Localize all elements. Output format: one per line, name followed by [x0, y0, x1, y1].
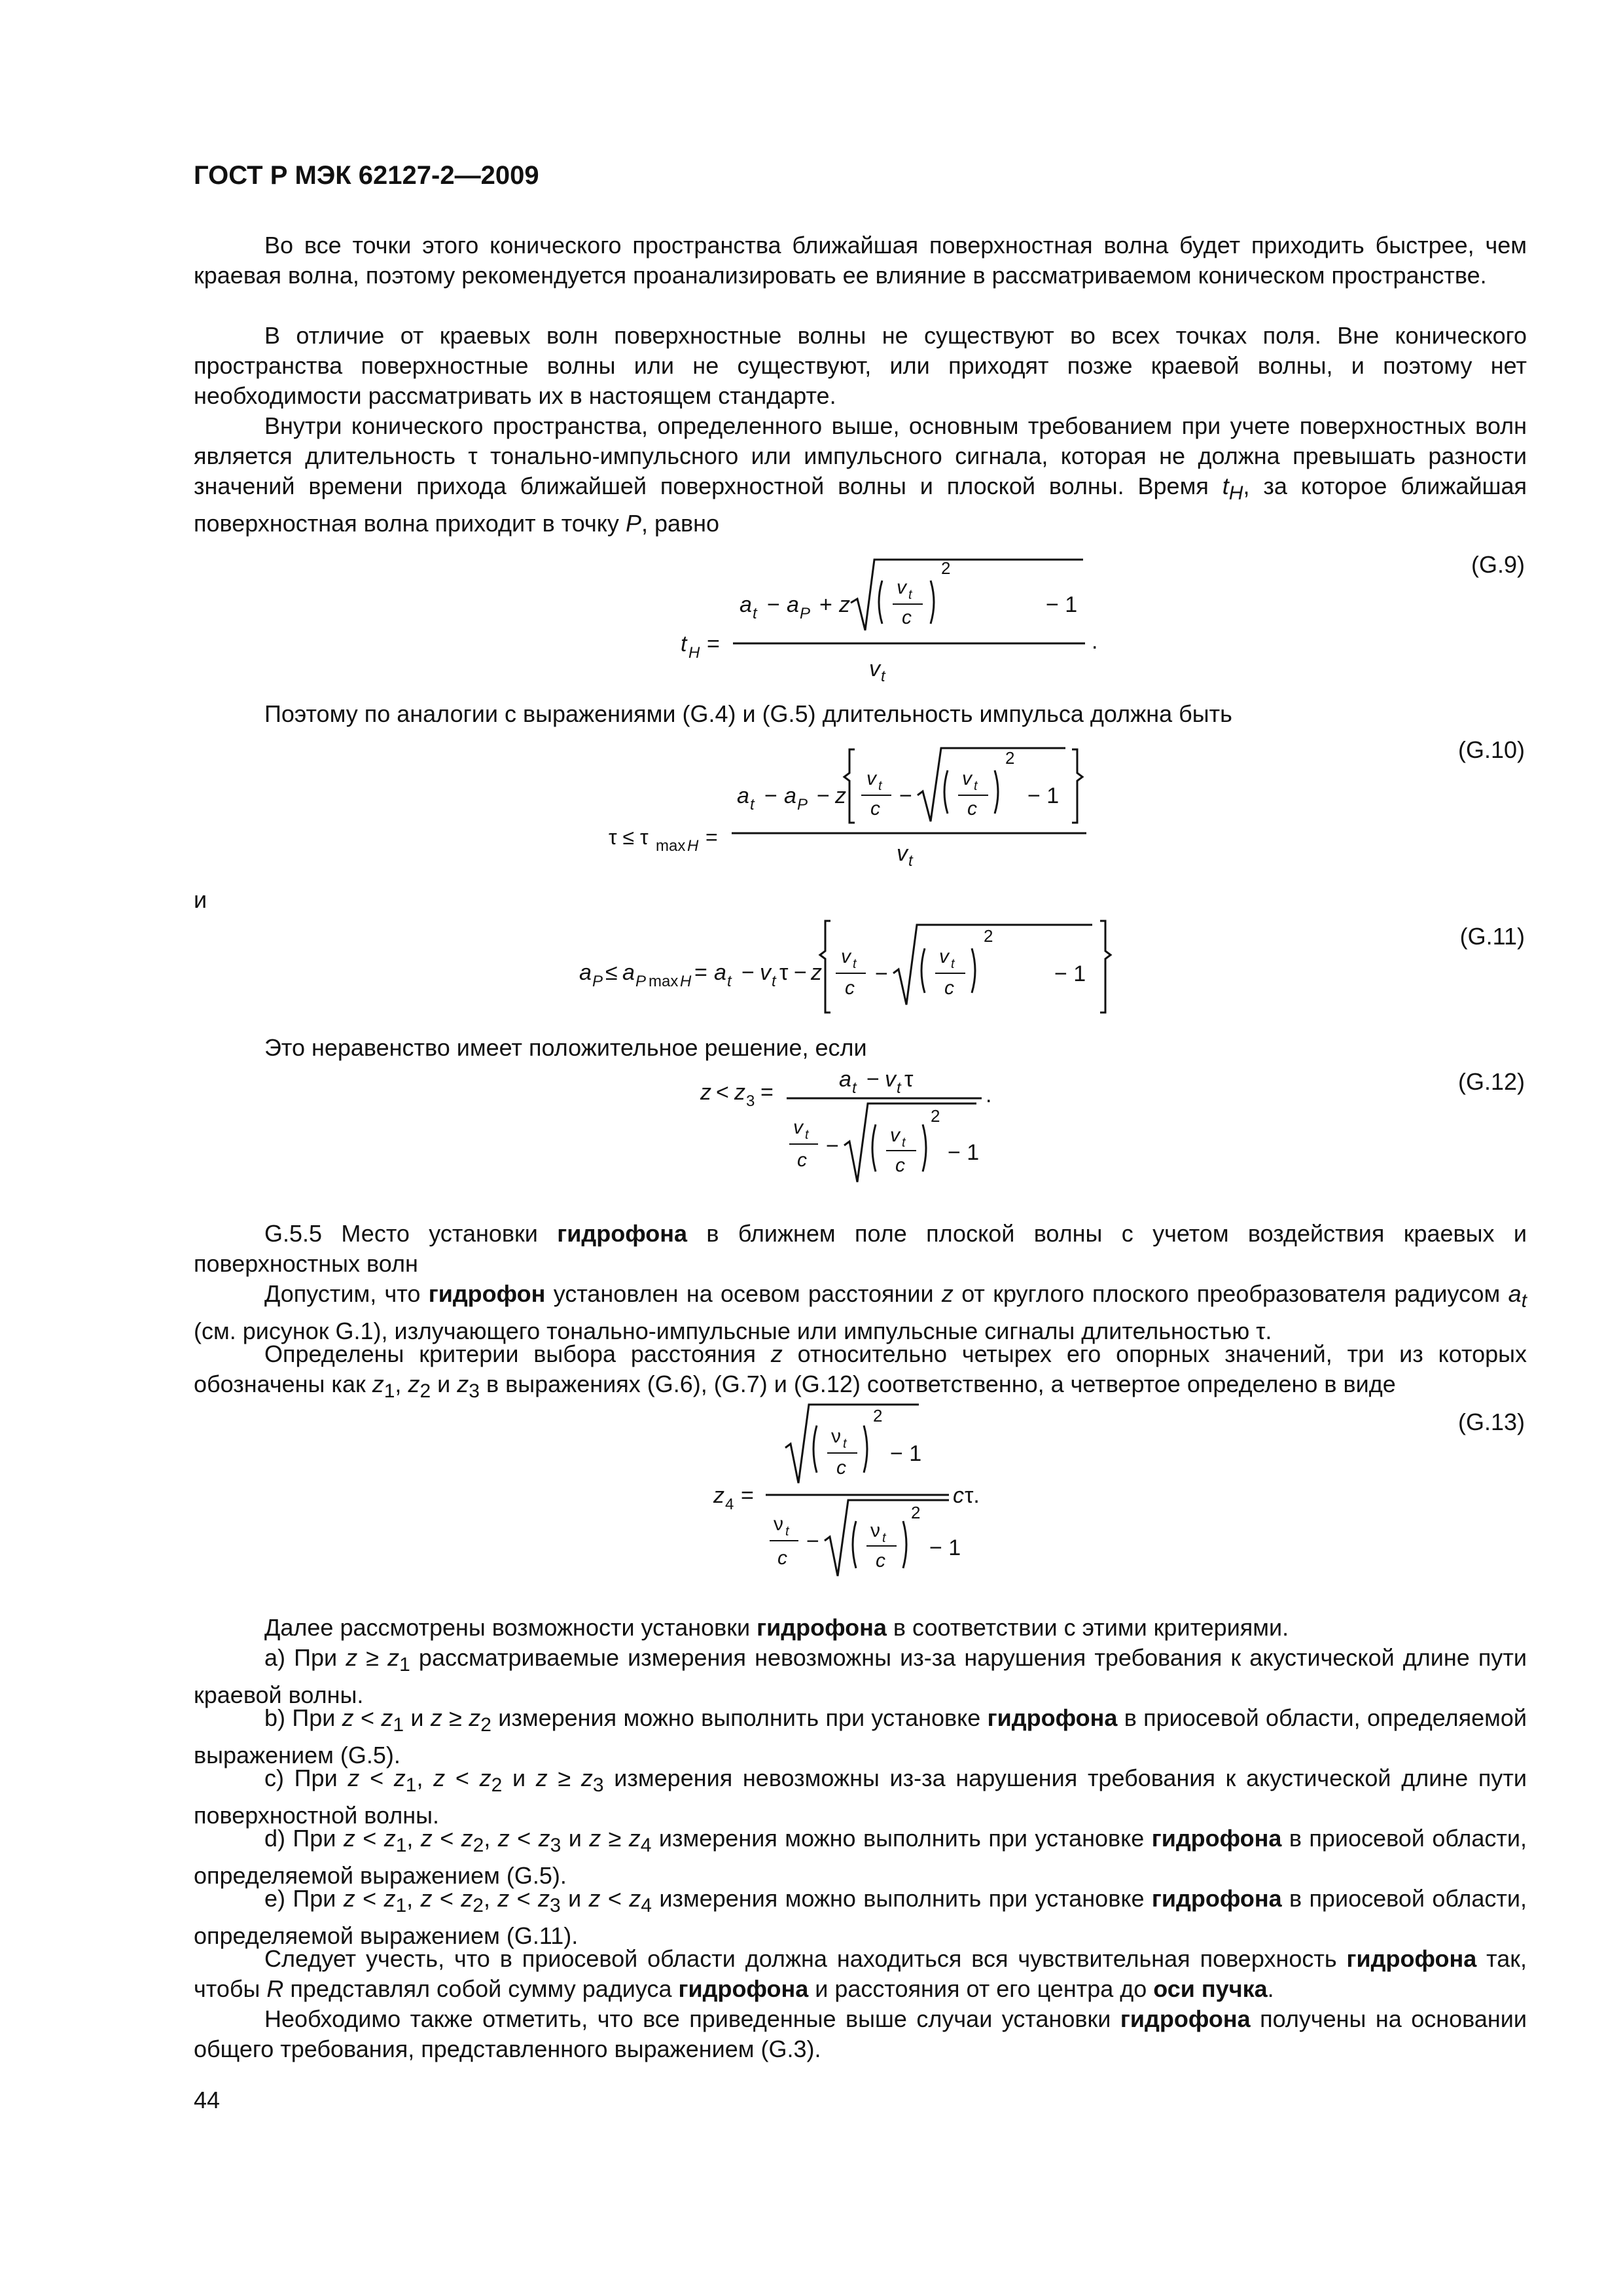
- svg-text:c: c: [953, 1483, 964, 1508]
- formula-g10: [609, 730, 1106, 870]
- formula-g9: [674, 547, 1099, 684]
- svg-text:τ.: τ.: [965, 1483, 980, 1508]
- svg-text:v: v: [793, 1117, 803, 1138]
- paragraph-3: Внутри конического пространства, определенного выше, основным требованием при учете поверхностных волн является длительность τ тонально-импульсного или импульсного сигнала, которая не должна превышать разности значений времени прихода ближайшей поверхностной волны и плоской волны. Время $t_H$, за которое ближайшая поверхностная волна приходит в точку P, равно: [194, 412, 1527, 537]
- svg-text:≤: ≤: [605, 960, 618, 985]
- svg-text:a: a: [740, 592, 752, 617]
- paragraph-5: Это неравенство имеет положительное решение, если: [264, 1034, 867, 1061]
- svg-text:<: <: [716, 1080, 729, 1105]
- paragraph-2: В отличие от краевых волн поверхностные волны не существуют во всех точках поля. Вне конического пространства поверхностные волны или не существуют, или приходят позже краевой волны, и поэтому нет необходимости рассматривать их в настоящем стандарте.: [194, 322, 1527, 409]
- svg-text:v: v: [760, 960, 771, 985]
- svg-text:z: z: [835, 783, 846, 808]
- svg-text:−: −: [875, 961, 888, 986]
- svg-text:c: c: [944, 977, 954, 999]
- svg-text:τ ≤ τ: τ ≤ τ: [609, 825, 649, 849]
- svg-text:t: t: [843, 1437, 847, 1451]
- svg-text:t: t: [908, 852, 913, 870]
- svg-text:− 1: − 1: [948, 1140, 980, 1165]
- formula-g13: [713, 1401, 995, 1577]
- svg-text:max: max: [649, 973, 679, 990]
- svg-text:.: .: [986, 1083, 992, 1107]
- svg-text:t: t: [881, 668, 885, 685]
- list-item-d: d) При $z < z_1$, $z < z_2$, $z < z_3$ и $z \ge z_4$ измерения можно выполнить при установке гидрофона в приосевой области, определяемой выражением (G.5).: [194, 1825, 1527, 1890]
- formula-g11: [579, 913, 1116, 1021]
- svg-text:v: v: [897, 577, 906, 598]
- svg-text:z: z: [713, 1483, 724, 1508]
- svg-text:a: a: [622, 960, 635, 985]
- svg-text:− 1: − 1: [890, 1441, 922, 1466]
- svg-text:t: t: [852, 1079, 857, 1097]
- svg-text:− 1: − 1: [1054, 961, 1086, 986]
- svg-text:3: 3: [746, 1092, 755, 1110]
- svg-text:=: =: [705, 825, 718, 849]
- svg-text:a: a: [839, 1067, 851, 1092]
- svg-text:c: c: [902, 607, 912, 628]
- svg-text:+: +: [819, 592, 832, 617]
- svg-text:2: 2: [1005, 748, 1015, 768]
- document-header: ГОСТ Р МЭК 62127-2—2009: [194, 161, 539, 190]
- equation-number-g10: (G.10): [1457, 736, 1525, 763]
- svg-text:2: 2: [873, 1406, 883, 1426]
- list-item-c: с) При $z < z_1$, $z < z_2$ и $z \ge z_3$ измерения невозможны из-за нарушения требования к акустической длине пути поверхностной волны.: [194, 1765, 1527, 1829]
- svg-text:=: =: [760, 1080, 774, 1105]
- svg-text:P: P: [797, 796, 808, 814]
- svg-text:=: =: [694, 960, 707, 985]
- equation-number-g9: (G.9): [1471, 551, 1525, 578]
- svg-text:t: t: [974, 779, 978, 793]
- formula-g12: [700, 1062, 1008, 1196]
- paragraph-6: G.5.5 Место установки гидрофона в ближнем поле плоской волны с учетом воздействия краевых и поверхностных волн: [194, 1220, 1527, 1277]
- svg-text:=: =: [707, 632, 720, 656]
- svg-text:z: z: [734, 1080, 745, 1105]
- svg-text:t: t: [772, 973, 776, 990]
- paragraph-1: Во все точки этого конического пространства ближайшая поверхностная волна будет приходить быстрее, чем краевая волна, поэтому рекомендуется проанализировать ее влияние в рассматриваемом коническом пространстве.: [194, 232, 1527, 289]
- svg-text:− 1: − 1: [929, 1535, 961, 1560]
- svg-text:t: t: [805, 1128, 809, 1142]
- list-item-b: b) При $z < z_1$ и $z \ge z_2$ измерения можно выполнить при установке гидрофона в приосевой области, определяемой выражением (G.5).: [194, 1704, 1527, 1769]
- svg-text:c: c: [797, 1149, 807, 1171]
- svg-text:t: t: [951, 957, 955, 971]
- paragraph-9: Далее рассмотрены возможности установки гидрофона в соответствии с этими критериями.: [264, 1614, 1289, 1641]
- svg-text:2: 2: [911, 1503, 921, 1522]
- svg-text:v: v: [890, 1124, 900, 1146]
- svg-text:P: P: [635, 973, 647, 990]
- svg-text:v: v: [866, 768, 876, 789]
- svg-text:−: −: [767, 592, 780, 617]
- svg-text:τ: τ: [779, 960, 789, 985]
- svg-text:P: P: [592, 973, 603, 990]
- svg-text:=: =: [741, 1483, 754, 1508]
- svg-text:v: v: [869, 656, 880, 681]
- paragraph-10: Следует учесть, что в приосевой области должна находиться вся чувствительная поверхность гидрофона так, чтобы R представлял собой сумму радиуса гидрофона и расстояния от его центра до оси пучка.: [194, 1945, 1527, 2002]
- svg-text:c: c: [870, 798, 880, 819]
- conjunction-and: и: [194, 886, 207, 913]
- svg-text:2: 2: [941, 558, 951, 578]
- svg-text:v: v: [897, 841, 908, 866]
- svg-text:t: t: [753, 605, 757, 622]
- svg-text:ν: ν: [831, 1426, 841, 1447]
- paragraph-11: Необходимо также отметить, что все приведенные выше случаи установки гидрофона получены на основании общего требования, представленного выражением (G.3).: [194, 2005, 1527, 2062]
- svg-text:−: −: [806, 1529, 819, 1554]
- svg-text:τ: τ: [904, 1067, 914, 1092]
- svg-text:t: t: [902, 1136, 906, 1150]
- svg-text:c: c: [777, 1547, 787, 1569]
- svg-text:a: a: [787, 592, 799, 617]
- svg-text:t: t: [727, 973, 732, 990]
- svg-text:−: −: [764, 783, 777, 808]
- svg-text:t: t: [750, 796, 755, 814]
- paragraph-8: Определены критерии выбора расстояния z относительно четырех его опорных значений, три из которых обозначены как $z_1$, $z_2$ и $z_3$ в выражениях (G.6), (G.7) и (G.12) соответственно, а четвертое определено в виде: [194, 1340, 1527, 1403]
- svg-text:c: c: [895, 1155, 905, 1176]
- svg-text:t: t: [785, 1524, 789, 1539]
- svg-text:.: .: [1092, 629, 1098, 654]
- svg-text:a: a: [714, 960, 726, 985]
- svg-text:−: −: [866, 1067, 880, 1092]
- svg-text:a: a: [737, 783, 749, 808]
- svg-text:t: t: [897, 1079, 901, 1097]
- svg-text:2: 2: [984, 926, 993, 946]
- svg-text:t: t: [878, 779, 882, 793]
- svg-text:z: z: [839, 592, 850, 617]
- svg-text:t: t: [681, 632, 687, 656]
- svg-text:z: z: [811, 960, 822, 985]
- svg-text:4: 4: [725, 1496, 734, 1513]
- svg-text:ν: ν: [870, 1520, 880, 1541]
- svg-text:z: z: [700, 1080, 711, 1105]
- svg-text:2: 2: [931, 1106, 940, 1126]
- svg-text:max: max: [656, 837, 686, 855]
- svg-text:−: −: [826, 1134, 839, 1158]
- svg-text:t: t: [908, 588, 912, 602]
- svg-text:c: c: [836, 1457, 846, 1479]
- svg-text:v: v: [885, 1067, 896, 1092]
- svg-text:a: a: [579, 960, 592, 985]
- svg-text:−: −: [741, 960, 755, 985]
- equation-number-g13: (G.13): [1457, 1408, 1525, 1435]
- svg-text:v: v: [939, 946, 949, 967]
- svg-text:−: −: [817, 783, 830, 808]
- page-number: 44: [194, 2087, 221, 2113]
- svg-text:− 1: − 1: [1027, 783, 1060, 808]
- svg-text:H: H: [687, 837, 699, 855]
- svg-text:c: c: [876, 1550, 885, 1571]
- svg-text:P: P: [800, 605, 811, 622]
- svg-text:t: t: [882, 1531, 886, 1545]
- equation-number-g12: (G.12): [1457, 1068, 1525, 1095]
- svg-text:v: v: [962, 768, 972, 789]
- svg-text:H: H: [688, 644, 700, 662]
- svg-text:c: c: [845, 977, 855, 999]
- svg-text:−: −: [899, 783, 912, 808]
- svg-text:t: t: [853, 957, 857, 971]
- svg-text:H: H: [680, 973, 692, 990]
- paragraph-7: Допустим, что гидрофон установлен на осевом расстоянии z от круглого плоского преобразователя радиусом $a_t$ (см. рисунок G.1), излучающего тонально-импульсные или импульсные сигналы длительностью τ.: [194, 1280, 1527, 1345]
- svg-text:−: −: [794, 960, 807, 985]
- svg-text:ν: ν: [774, 1513, 783, 1535]
- list-item-a: а) При $z \ge z_1$ рассматриваемые измерения невозможны из-за нарушения требования к акустической длине пути краевой волны.: [194, 1644, 1527, 1709]
- svg-text:c: c: [967, 798, 977, 819]
- equation-number-g11: (G.11): [1459, 923, 1525, 950]
- svg-text:− 1: − 1: [1046, 592, 1078, 617]
- paragraph-4: Поэтому по аналогии с выражениями (G.4) и (G.5) длительность импульса должна быть: [264, 700, 1232, 727]
- list-item-e: е) При $z < z_1$, $z < z_2$, $z < z_3$ и $z < z_4$ измерения можно выполнить при установке гидрофона в приосевой области, определяемой выражением (G.11).: [194, 1885, 1527, 1950]
- svg-text:a: a: [784, 783, 796, 808]
- svg-text:v: v: [841, 946, 851, 967]
